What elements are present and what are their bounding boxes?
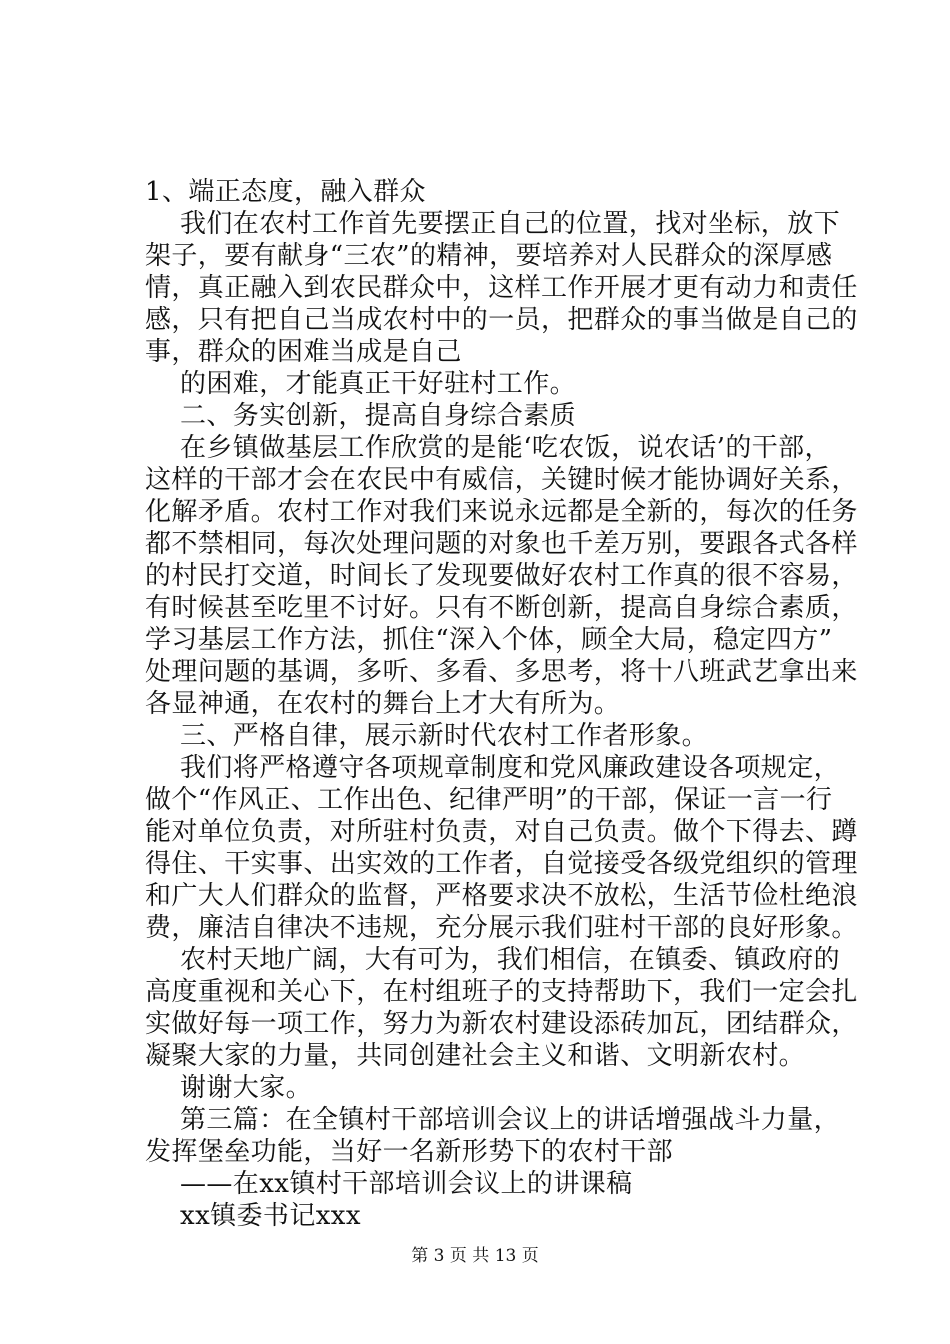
text-line: 1、端正态度，融入群众 <box>145 177 426 207</box>
author-line: xx镇委书记xxx <box>180 1201 361 1231</box>
text-line: 架子，要有献身“三农”的精神，要培养对人民群众的深厚感 <box>145 241 833 271</box>
text-line: 学习基层工作方法，抓住“深入个体，顾全大局，稳定四方” <box>145 625 833 655</box>
text-line: 费，廉洁自律决不违规，充分展示我们驻村干部的良好形象。 <box>145 913 858 943</box>
page-number: 第 3 页 共 13 页 <box>411 1246 539 1266</box>
text-line: 能对单位负责，对所驻村负责，对自己负责。做个下得去、蹲 <box>145 817 858 847</box>
text-line: 化解矛盾。农村工作对我们来说永远都是全新的，每次的任务 <box>145 497 858 527</box>
text-line: 得住、干实事、出实效的工作者，自觉接受各级党组织的管理 <box>145 849 858 879</box>
text-line: 我们在农村工作首先要摆正自己的位置，找对坐标，放下 <box>180 209 841 239</box>
text-line: 的困难，才能真正干好驻村工作。 <box>180 369 577 399</box>
chapter-title: 第三篇：在全镇村干部培训会议上的讲话增强战斗力量， <box>180 1105 841 1135</box>
text-line: 的村民打交道，时间长了发现要做好农村工作真的很不容易， <box>145 561 858 591</box>
text-line: 我们将严格遵守各项规章制度和党风廉政建设各项规定， <box>180 753 841 783</box>
text-line: 实做好每一项工作，努力为新农村建设添砖加瓦，团结群众， <box>145 1009 858 1039</box>
chapter-title: 发挥堡垒功能，当好一名新形势下的农村干部 <box>145 1137 674 1167</box>
text-line: 高度重视和关心下，在村组班子的支持帮助下，我们一定会扎 <box>145 977 858 1007</box>
text-line: 情，真正融入到农民群众中，这样工作开展才更有动力和责任 <box>145 273 858 303</box>
text-line: 凝聚大家的力量，共同创建社会主义和谐、文明新农村。 <box>145 1041 806 1071</box>
subtitle: ——在xx镇村干部培训会议上的讲课稿 <box>180 1169 633 1199</box>
text-line: 农村天地广阔，大有可为，我们相信，在镇委、镇政府的 <box>180 945 841 975</box>
text-line: 感，只有把自己当成农村中的一员，把群众的事当做是自己的 <box>145 305 858 335</box>
text-line: 处理问题的基调，多听、多看、多思考，将十八班武艺拿出来 <box>145 657 858 687</box>
text-line: 谢谢大家。 <box>180 1073 313 1103</box>
text-line: 这样的干部才会在农民中有威信，关键时候才能协调好关系， <box>145 465 858 495</box>
section-heading: 三、严格自律，展示新时代农村工作者形象。 <box>180 721 709 751</box>
text-line: 有时候甚至吃里不讨好。只有不断创新，提高自身综合素质， <box>145 593 858 623</box>
text-line: 在乡镇做基层工作欣赏的是能‘吃农饭，说农话’的干部， <box>180 433 831 463</box>
text-line: 做个“作风正、工作出色、纪律严明”的干部，保证一言一行 <box>145 785 833 815</box>
text-line: 和广大人们群众的监督，严格要求决不放松，生活节俭杜绝浪 <box>145 881 858 911</box>
text-line: 都不禁相同，每次处理问题的对象也千差万别，要跟各式各样 <box>145 529 858 559</box>
text-line: 事，群众的困难当成是自己 <box>145 337 462 367</box>
text-line: 各显神通，在农村的舞台上才大有所为。 <box>145 689 621 719</box>
section-heading: 二、务实创新，提高自身综合素质 <box>180 401 577 431</box>
